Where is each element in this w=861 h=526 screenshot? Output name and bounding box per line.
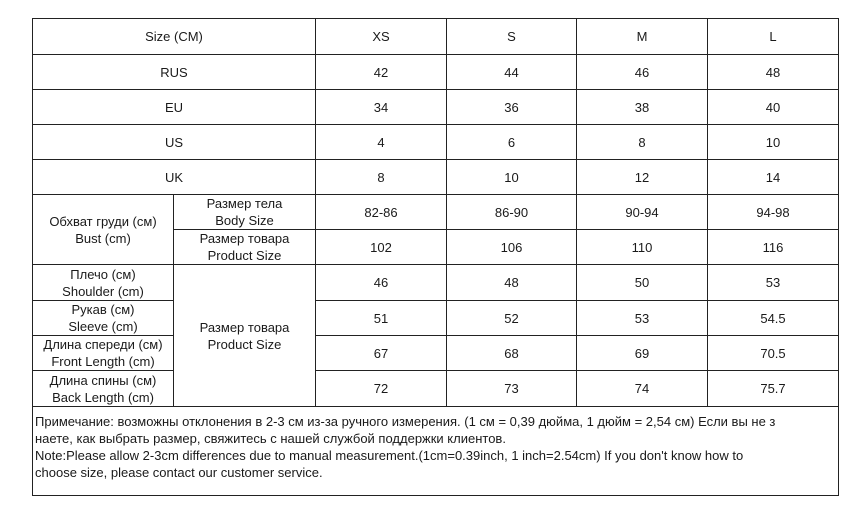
- cell: 110: [577, 230, 708, 265]
- shoulder-label: [33, 265, 174, 301]
- cell: 40: [708, 90, 839, 125]
- cell: 73: [447, 371, 577, 407]
- uk-row: [33, 160, 839, 195]
- back-length-label-ru: Длина спины (см): [49, 372, 157, 388]
- cell: 8: [316, 160, 447, 195]
- cell: 102: [316, 230, 447, 265]
- cell: 46: [316, 265, 447, 301]
- header-row: [33, 19, 839, 55]
- cell: 50: [577, 265, 708, 301]
- sleeve-label-en: Sleeve (cm): [68, 319, 138, 334]
- cell: 48: [708, 55, 839, 90]
- cell: 48: [447, 265, 577, 301]
- cell: 4: [316, 125, 447, 160]
- size-l-header: L: [708, 19, 839, 55]
- cell: 74: [577, 371, 708, 407]
- cell: 68: [447, 336, 577, 371]
- cell: 34: [316, 90, 447, 125]
- cell: 53: [577, 301, 708, 336]
- cell: 10: [708, 125, 839, 160]
- size-xs-header: XS: [316, 19, 447, 55]
- bust-label: [33, 195, 174, 265]
- front-length-label: [33, 336, 174, 371]
- shoulder-label-ru: Плечо (см): [70, 266, 136, 282]
- cell: 46: [577, 55, 708, 90]
- back-length-label: [33, 371, 174, 407]
- cell: 90-94: [577, 195, 708, 230]
- size-m-header: M: [577, 19, 708, 55]
- cell: 8: [577, 125, 708, 160]
- cell: 72: [316, 371, 447, 407]
- back-length-row: [33, 371, 839, 407]
- size-s-header: S: [447, 19, 577, 55]
- cell: 67: [316, 336, 447, 371]
- product-group-label-ru: Размер товара: [199, 319, 290, 335]
- note-en-line1: Note:Please allow 2-3cm differences due to manual measurement.(1cm=0.39inch, 1 inch=2.54cm) If you don't know how to: [35, 448, 744, 463]
- front-length-label-ru: Длина спереди (см): [43, 337, 163, 352]
- cell: 54.5: [708, 301, 839, 336]
- note-row: [33, 407, 839, 496]
- sleeve-label-ru: Рукав (см): [71, 302, 135, 317]
- note-cell: [33, 407, 839, 496]
- cell: 10: [447, 160, 577, 195]
- note-ru-line1: Примечание: возможны отклонения в 2-3 см из-за ручного измерения. (1 см = 0,39 дюйма, 1 дюйм = 2,54 см) Если вы не з: [35, 414, 776, 429]
- cell: 70.5: [708, 336, 839, 371]
- product-size-group-label: [174, 265, 316, 407]
- cell: 14: [708, 160, 839, 195]
- cell: 69: [577, 336, 708, 371]
- cell: 51: [316, 301, 447, 336]
- body-size-label: [174, 195, 316, 230]
- body-size-label-ru: Размер тела: [206, 196, 283, 211]
- back-length-label-en: Back Length (cm): [52, 389, 154, 405]
- cell: 86-90: [447, 195, 577, 230]
- front-length-row: [33, 336, 839, 371]
- note-ru-line2: наете, как выбрать размер, свяжитесь с нашей службой поддержки клиентов.: [35, 431, 506, 446]
- cell: 82-86: [316, 195, 447, 230]
- cell: 44: [447, 55, 577, 90]
- shoulder-label-en: Shoulder (cm): [62, 283, 144, 299]
- cell: 94-98: [708, 195, 839, 230]
- us-row: [33, 125, 839, 160]
- cell: 116: [708, 230, 839, 265]
- cell: 52: [447, 301, 577, 336]
- size-header-label: Size (CM): [33, 19, 316, 55]
- product-size-label-ru: Размер товара: [199, 231, 290, 246]
- product-size-label-en: Product Size: [207, 248, 282, 263]
- sleeve-row: [33, 301, 839, 336]
- note-en-line2: choose size, please contact our customer service.: [35, 465, 323, 480]
- cell: 12: [577, 160, 708, 195]
- bust-body-row: [33, 195, 839, 230]
- product-size-label: [174, 230, 316, 265]
- row-label: UK: [33, 160, 316, 195]
- cell: 75.7: [708, 371, 839, 407]
- row-label: RUS: [33, 55, 316, 90]
- row-label: EU: [33, 90, 316, 125]
- cell: 38: [577, 90, 708, 125]
- sleeve-label: [33, 301, 174, 336]
- row-label: US: [33, 125, 316, 160]
- eu-row: [33, 90, 839, 125]
- body-size-label-en: Body Size: [215, 213, 274, 228]
- bust-label-en: Bust (cm): [75, 230, 131, 246]
- cell: 36: [447, 90, 577, 125]
- cell: 53: [708, 265, 839, 301]
- cell: 6: [447, 125, 577, 160]
- size-chart-table: [32, 18, 839, 496]
- cell: 42: [316, 55, 447, 90]
- shoulder-row: [33, 265, 839, 301]
- product-group-label-en: Product Size: [207, 336, 282, 352]
- front-length-label-en: Front Length (cm): [51, 354, 155, 369]
- cell: 106: [447, 230, 577, 265]
- rus-row: [33, 55, 839, 90]
- bust-label-ru: Обхват груди (см): [49, 213, 157, 229]
